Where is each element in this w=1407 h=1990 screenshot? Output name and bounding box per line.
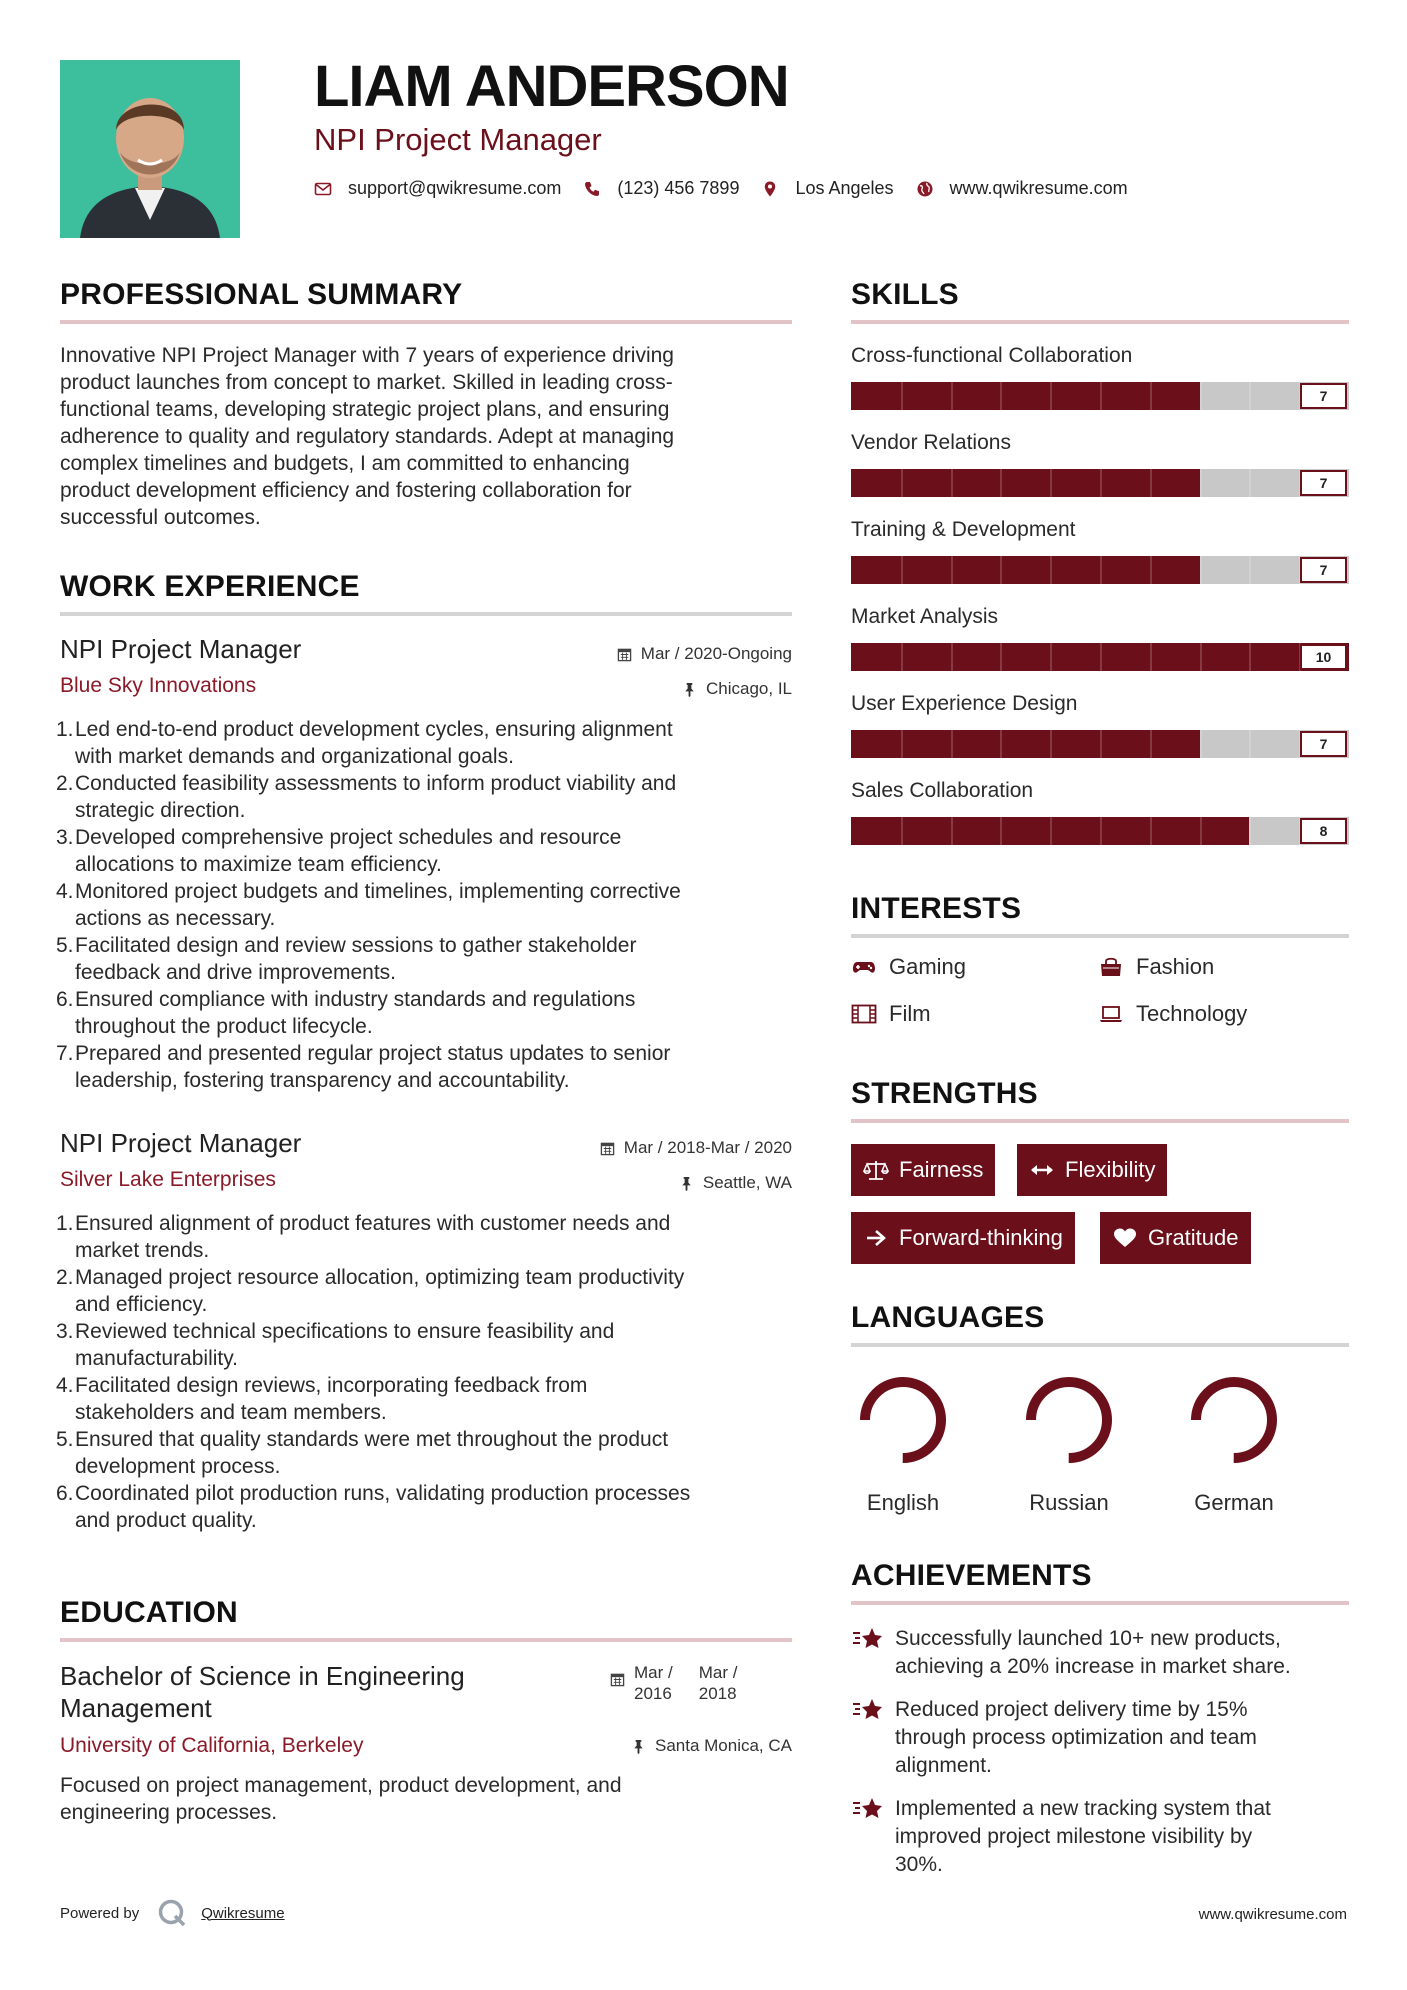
list-item: 5. Facilitated design and review sessions to gather stakeholder feedback and drive improvements. (56, 934, 637, 984)
summary-line: successful outcomes. (60, 506, 261, 529)
skill-segment-divider (1000, 643, 1002, 671)
contact-email[interactable] (314, 178, 561, 199)
job-title: NPI Project Manager (60, 1128, 302, 1158)
contact-website[interactable] (916, 178, 1128, 199)
list-item: 2. Managed project resource allocation, optimizing team productivity and efficiency. (56, 1266, 685, 1316)
interest-label: Gaming (889, 954, 967, 979)
job-title: NPI Project Manager (60, 634, 302, 664)
language-level-ring (1186, 1372, 1282, 1468)
arrow-right-icon (863, 1227, 889, 1249)
skill-level-value: 7 (1300, 557, 1347, 583)
education-dates (610, 1662, 737, 1704)
skill-segment-divider (1249, 556, 1251, 584)
strengths-heading: STRENGTHS (851, 1077, 1038, 1110)
skill-level-bar (851, 382, 1349, 410)
skill-level-bar (851, 643, 1349, 671)
skill-segment-divider (1200, 469, 1202, 497)
interest-film (851, 1001, 931, 1027)
skill-segment-divider (1100, 469, 1102, 497)
skill-level-bar (851, 556, 1349, 584)
achievement-item (851, 1795, 1271, 1879)
language-item (1174, 1372, 1294, 1516)
email-text: support@qwikresume.com (348, 178, 562, 198)
skill-name: Vendor Relations (851, 431, 1011, 454)
skill-segment-divider (1200, 556, 1202, 584)
language-level-arc (865, 1382, 941, 1458)
skill-segment-divider (1150, 556, 1152, 584)
summary-line: functional teams, developing strategic project plans, and ensuring (60, 398, 670, 421)
contact-location (761, 178, 893, 199)
skill-segment-divider (901, 817, 903, 845)
skill-segment-divider (1000, 730, 1002, 758)
list-item: 6. Ensured compliance with industry standards and regulations throughout the product lifecycle. (56, 988, 636, 1038)
achievement-text: Reduced project delivery time by 15% through process optimization and team alignment. (895, 1698, 1257, 1777)
summary-divider (60, 320, 792, 324)
strength-gratitude (1100, 1212, 1251, 1264)
start-date: Mar / 2016 (634, 1663, 673, 1703)
shopping-bag-icon (1098, 956, 1124, 978)
calendar-icon (617, 647, 632, 662)
skills-divider (851, 320, 1349, 324)
calendar-icon (610, 1672, 625, 1687)
interest-fashion (1098, 954, 1214, 980)
skill-level-value: 8 (1300, 818, 1347, 844)
education-location (631, 1736, 792, 1756)
skill-segment-divider (1249, 643, 1251, 671)
skill-segment-divider (901, 469, 903, 497)
job-date-text: Mar / 2020-Ongoing (640, 644, 792, 663)
list-item: 7. Prepared and presented regular project status updates to senior leadership, fostering transparency and accountability. (56, 1042, 671, 1092)
star-award-icon (851, 1795, 885, 1823)
list-item: 2. Conducted feasibility assessments to inform product viability and strategic direction. (56, 772, 677, 822)
school-name: University of California, Berkeley (60, 1734, 364, 1757)
list-item: 4. Facilitated design reviews, incorporating feedback from stakeholders and team members. (56, 1374, 588, 1424)
website-text: www.qwikresume.com (949, 178, 1128, 198)
language-level-ring (855, 1372, 951, 1468)
list-item: 5. Ensured that quality standards were met throughout the product development process. (56, 1428, 669, 1478)
laptop-icon (1098, 1003, 1124, 1025)
pushpin-icon (679, 1176, 694, 1191)
company-name: Blue Sky Innovations (60, 674, 257, 697)
skill-level-value: 7 (1300, 731, 1347, 757)
summary-heading: PROFESSIONAL SUMMARY (60, 278, 463, 311)
skill-segment-divider (951, 556, 953, 584)
job-location (679, 1173, 792, 1193)
skill-name: Market Analysis (851, 605, 999, 628)
skill-segment-divider (1249, 730, 1251, 758)
strengths-divider (851, 1119, 1349, 1123)
qwikresume-logo-icon (157, 1898, 187, 1928)
skill-segment-divider (1200, 382, 1202, 410)
skill-level-fill (851, 469, 1200, 497)
calendar-icon (600, 1141, 615, 1156)
skill-segment-divider (1150, 643, 1152, 671)
skill-segment-divider (1249, 469, 1251, 497)
footer-branding (60, 1898, 285, 1928)
job-location-text: Chicago, IL (706, 679, 792, 698)
language-item (843, 1372, 963, 1516)
skill-segment-divider (901, 556, 903, 584)
skill-level-value: 7 (1300, 383, 1347, 409)
language-name: English (866, 1490, 940, 1515)
language-name: Russian (1029, 1490, 1109, 1515)
job-responsibilities (56, 1210, 690, 1534)
list-item: 1. Led end-to-end product development cycles, ensuring alignment with market demands and organizational goals. (56, 718, 673, 768)
skill-segment-divider (1000, 382, 1002, 410)
skill-segment-divider (1050, 382, 1052, 410)
interest-label: Fashion (1136, 954, 1215, 979)
end-date: Mar / 2018 (698, 1663, 738, 1703)
skill-segment-divider (1150, 382, 1152, 410)
list-item: 3. Reviewed technical specifications to ensure feasibility and manufacturability. (56, 1320, 615, 1370)
skill-segment-divider (951, 382, 953, 410)
skill-segment-divider (951, 730, 953, 758)
achievements-heading: ACHIEVEMENTS (851, 1559, 1092, 1592)
powered-by-text: Powered by (60, 1904, 140, 1922)
skill-segment-divider (1150, 730, 1152, 758)
footer-website[interactable]: www.qwikresume.com (1198, 1906, 1347, 1923)
skill-name: User Experience Design (851, 692, 1078, 715)
education-description (60, 1772, 622, 1826)
skill-name: Cross-functional Collaboration (851, 344, 1133, 367)
interests-heading: INTERESTS (851, 892, 1022, 925)
skill-segment-divider (1249, 817, 1251, 845)
education-location-text: Santa Monica, CA (654, 1736, 792, 1755)
achievement-item (851, 1696, 1257, 1780)
achievement-text: Successfully launched 10+ new products, achieving a 20% increase in market share. (895, 1627, 1291, 1678)
skill-level-fill (851, 382, 1200, 410)
skill-segment-divider (951, 817, 953, 845)
summary-text (60, 342, 674, 531)
strength-flexibility (1017, 1144, 1167, 1196)
phone-icon (583, 180, 601, 198)
skill-segment-divider (1100, 817, 1102, 845)
skill-segment-divider (1249, 382, 1251, 410)
phone-text: (123) 456 7899 (617, 178, 740, 198)
pushpin-icon (682, 682, 697, 697)
list-item: 4. Monitored project budgets and timelines, implementing corrective actions as necessary. (56, 880, 681, 930)
skill-segment-divider (1200, 817, 1202, 845)
skill-segment-divider (1100, 556, 1102, 584)
skill-name: Training & Development (851, 518, 1076, 541)
brand-link[interactable]: Qwikresume (201, 1904, 285, 1922)
job-responsibilities (56, 716, 681, 1094)
achievement-item (851, 1625, 1291, 1681)
skill-level-value: 7 (1300, 470, 1347, 496)
job-location-text: Seattle, WA (702, 1173, 792, 1192)
skill-segment-divider (1100, 382, 1102, 410)
skill-segment-divider (1000, 469, 1002, 497)
list-item: 6. Coordinated pilot production runs, validating production processes and product quality. (56, 1482, 691, 1532)
language-item (1009, 1372, 1129, 1516)
summary-line: complex timelines and budgets, I am committed to enhancing (60, 452, 630, 475)
skill-level-bar (851, 817, 1349, 845)
film-icon (851, 1003, 877, 1025)
experience-divider (60, 612, 792, 616)
language-level-arc (1031, 1382, 1107, 1458)
language-level-arc (1196, 1382, 1272, 1458)
description-line: engineering processes. (60, 1801, 278, 1824)
summary-line: adherence to quality and regulatory standards. Adept at managing (60, 425, 675, 448)
list-item: 3. Developed comprehensive project schedules and resource allocations to maximize team efficiency. (56, 826, 622, 876)
skill-segment-divider (1200, 730, 1202, 758)
job-date (617, 644, 792, 664)
skill-segment-divider (901, 382, 903, 410)
skills-heading: SKILLS (851, 278, 959, 311)
gamepad-icon (851, 956, 877, 978)
language-name: German (1194, 1490, 1274, 1515)
interest-gaming (851, 954, 966, 980)
arrows-horizontal-icon (1029, 1159, 1055, 1181)
job-location (682, 679, 792, 699)
skill-segment-divider (1050, 643, 1052, 671)
skill-name: Sales Collaboration (851, 779, 1034, 802)
languages-heading: LANGUAGES (851, 1301, 1045, 1334)
skill-level-fill (851, 556, 1200, 584)
strength-label: Flexibility (1065, 1157, 1156, 1182)
star-award-icon (851, 1625, 885, 1653)
degree-line: Bachelor of Science in Engineering (60, 1661, 465, 1691)
interests-divider (851, 934, 1349, 938)
description-line: Focused on project management, product development, and (60, 1774, 622, 1797)
location-text: Los Angeles (795, 178, 894, 198)
skill-level-fill (851, 730, 1200, 758)
skill-segment-divider (951, 469, 953, 497)
skill-segment-divider (901, 730, 903, 758)
skill-segment-divider (901, 643, 903, 671)
skill-segment-divider (1050, 469, 1052, 497)
skill-segment-divider (1000, 556, 1002, 584)
contact-bar (314, 178, 1150, 199)
degree-line: Management (60, 1693, 212, 1723)
skill-segment-divider (1150, 817, 1152, 845)
experience-heading: WORK EXPERIENCE (60, 570, 360, 603)
heart-icon (1112, 1227, 1138, 1249)
skill-segment-divider (1050, 817, 1052, 845)
languages-divider (851, 1343, 1349, 1347)
skill-level-bar (851, 730, 1349, 758)
summary-line: Innovative NPI Project Manager with 7 years of experience driving (60, 344, 674, 367)
summary-line: product launches from concept to market. Skilled in leading cross- (60, 371, 673, 394)
strength-label: Gratitude (1148, 1225, 1239, 1250)
interest-label: Film (889, 1001, 931, 1026)
star-award-icon (851, 1696, 885, 1724)
company-name: Silver Lake Enterprises (60, 1168, 276, 1191)
job-date (600, 1138, 792, 1158)
skill-segment-divider (1050, 556, 1052, 584)
interest-technology (1098, 1001, 1247, 1027)
skill-segment-divider (1200, 643, 1202, 671)
job-date-text: Mar / 2018-Mar / 2020 (623, 1138, 792, 1157)
skill-segment-divider (1100, 643, 1102, 671)
map-pin-icon (761, 180, 779, 198)
summary-line: product development efficiency and fostering collaboration for (60, 479, 632, 502)
strength-fairness (851, 1144, 995, 1196)
skill-segment-divider (1150, 469, 1152, 497)
balance-scale-icon (863, 1159, 889, 1181)
interest-label: Technology (1136, 1001, 1248, 1026)
achievements-divider (851, 1601, 1349, 1605)
strength-forward-thinking (851, 1212, 1075, 1264)
strength-label: Fairness (899, 1157, 984, 1182)
skill-segment-divider (1000, 817, 1002, 845)
skill-segment-divider (1100, 730, 1102, 758)
skill-segment-divider (1050, 730, 1052, 758)
skill-level-value: 10 (1300, 644, 1347, 670)
contact-phone[interactable] (583, 178, 739, 199)
skill-segment-divider (951, 643, 953, 671)
degree-title (60, 1660, 465, 1724)
candidate-title: NPI Project Manager (314, 122, 602, 157)
education-divider (60, 1638, 792, 1642)
list-item: 1. Ensured alignment of product features with customer needs and market trends. (56, 1212, 671, 1262)
pushpin-icon (631, 1739, 646, 1754)
achievement-text: Implemented a new tracking system that improved project milestone visibility by 30%. (895, 1797, 1271, 1876)
language-level-ring (1021, 1372, 1117, 1468)
envelope-icon (314, 180, 332, 198)
strength-label: Forward-thinking (899, 1225, 1063, 1250)
education-heading: EDUCATION (60, 1596, 238, 1629)
profile-photo (60, 60, 240, 238)
candidate-name: LIAM ANDERSON (314, 54, 789, 119)
skill-level-bar (851, 469, 1349, 497)
globe-icon (916, 180, 934, 198)
